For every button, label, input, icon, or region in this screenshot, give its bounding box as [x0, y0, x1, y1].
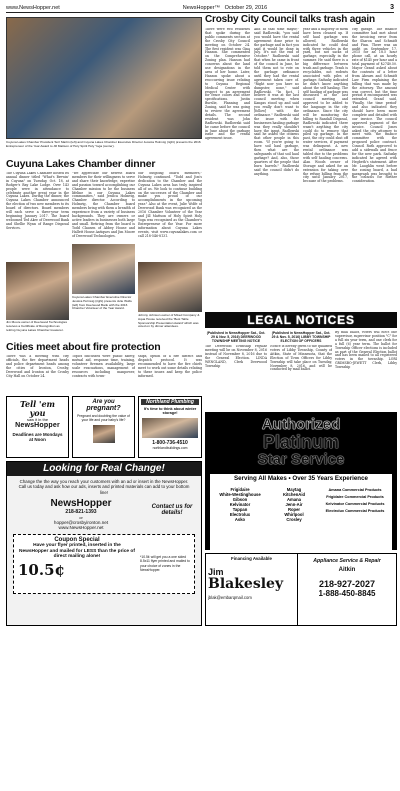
real-change-or: or — [79, 515, 83, 521]
platinum-line1: Authorized — [261, 416, 341, 433]
brand-item: Electrolux — [229, 512, 251, 517]
council-headline: Crosby City Council talks trash again — [205, 14, 375, 25]
store-city: Aitkin — [338, 567, 356, 573]
council-col-2: And at that time mayor," said Radlowski, "you said you would have the rental agreement done prior to the garbage and in fact you said it would be done in July. It's not the end of October." Radlowski said that when he came in front of the council in June, he told them not to vote on the garbage ordinance until they had the rental agreement taken care of. "Right now you have no dumpster, none," said Radlowski. "In fact, I believe it was at the last council meeting when Kangas stood up and said you really don't want to [follow] with the ordinance." Radlowski said the issue with the businesses hauling garbage was they really shouldn't have the input. Radlowski said he asked the citizens that other people in this room. "If you're going to have soil haul garbage, then what are the safeguards of that soil haul garbage? And, also, those quarters of the people that burn barrels." Radlowski said the council didn't do anything. — [254, 28, 299, 176]
brand-item: Amana — [287, 497, 301, 502]
real-change-contact: Contact us for details! — [151, 504, 193, 517]
dinner-col-3: our outgoing board members," Holmvig continued. "Todd and Jim's dedication to the Chamber and the Cuyuna Lakes area has truly inspired all of us. We look to continue building on the successes of the Chamber and make you proud of our accomplishments in the upcoming year." Also at the event, Julie Wolfe of Deerwood Bank was recognized as the 2016 Chamber Volunteer of the Year and Jill Mattson of Holy Spirit Holy Yoga was recognized as the Chamber's Entrepreneur of the Year. For more information about Cuyuna Lakes events, visit www.cuyunalakes.com or call 218-546-8131. — [138, 172, 202, 238]
brand-item: Asko — [234, 517, 246, 522]
fire-col-3: ships, option of a fire district and dispatch protocol. It was recommended to have the fire chiefs meet to work out some details relating to these issues and keep the police informed. — [138, 355, 202, 378]
financing-text: Financing Available — [231, 556, 272, 561]
moore-photo — [6, 262, 69, 320]
platinum-service-ad — [205, 412, 397, 550]
coupon-price: 10.5¢ — [18, 561, 65, 579]
pregnant-ad — [72, 396, 135, 458]
brand-item: Tappan — [232, 507, 248, 512]
legal-notice-3: By mail ballot, voters will elect one supervisor, supervisor position "C" for a full six year term, and one clerk for a full (6) year term. The ballot for Township Officer elections is included as part of the General Election ballot and has been mailed to all registered voters in the township. LORI GRIMSBO-JEWETT Clerk, Libby Township — [335, 331, 397, 370]
dinner-headline: Cuyuna Lakes Chamber dinner — [6, 158, 156, 170]
legal-notice-2-head: (Published in NewsHopper Sat., Oct. 29 & Nov. 5, 2016) LIBBY TOWNSHIP ELECTION OF OFFICERS — [271, 331, 331, 343]
northland-ad — [138, 396, 202, 458]
brand-item: Electrolux Commercial Products — [325, 509, 385, 513]
legal-notice-1-head: (Published in NewsHopper Sat., Oct. 29 & Nov. 5, 2016) DEERWOOD TOWNSHIP MEETING NOTICE — [206, 331, 266, 343]
coupon-title: Coupon Special — [54, 537, 100, 544]
coupon-text: Have your flyer printed, inserted in the NewsHopper and mailed for LESS than the price of direct mailing alone! — [19, 543, 135, 560]
brand-item: Crosley — [286, 517, 302, 522]
dinner-col-1: The Cuyuna Lakes Chamber hosted its annual dinner titled "What's Brewin' in Cuyuna" on Tuesday, Oct. 18, at Rodger's Bay Lake Lodge. Over 143 people were in attendance to celebrate another great year in the Cuyuna Lakes. During the dinner, the Cuyuna Lakes Chamber announced the election of two new members to its board of directors. Board members will each serve a three-year term beginning January 2017. The board welcomed Ted Akre of Deerwood Bank and Shellie Wynn of Range Disposal Services. — [6, 172, 69, 230]
store-phone-2[interactable]: 1-888-450-8845 — [318, 589, 376, 598]
blakesley-name: Blakesley — [208, 576, 284, 592]
site-url[interactable]: www.NewsHopper.net — [6, 4, 60, 11]
blakesley-email[interactable]: jblak@embarqmail.com — [208, 595, 252, 600]
real-change-phone[interactable]: 218-821-1393 — [65, 509, 97, 516]
legal-notices-bar: LEGAL NOTICES — [205, 312, 397, 328]
johnson-caption: Johnny Johnson owner of Mixed Company & Aqua House received the 'Best Table Sponsorship Presentation Award' which was voted on by dinner attendees. — [138, 313, 200, 329]
brand-item: Gibson — [232, 497, 248, 502]
tell-em-ad — [6, 396, 69, 458]
brand-item: Frigidaire — [230, 487, 250, 492]
tell-em-line1: Tell 'em — [20, 399, 55, 409]
brand-item: Roper — [287, 507, 301, 512]
brand-item: Kelvinator — [229, 502, 251, 507]
tell-em-line2: you — [29, 408, 46, 418]
pregnant-line2: pregnant? — [86, 405, 121, 412]
northland-slogan: It's time to think about winter storage! — [143, 407, 197, 416]
platinum-line2: Platinum — [262, 432, 339, 452]
brand-item: Whirlpool — [284, 512, 304, 517]
council-col-3: year and a majority of them have been cleaned up. If self haul garbage was allowed, Radlowski indicated he could deal with three vehicles in the yard, but not sacks of garbage, especially in the summer. He said there is a big difference between trash and garbage. Trash is recyclables, not rodents associated with piles of garbage. Sadusky indicated he didn't know anything about the self hauling. The self hauling of garbage was discussed at the last council meeting and approved to be added to the language in the city ordinance. Since the city will be monitoring the billing to Randall Disposal, Radlowski indicated there wasn't anything the city could do to remove that piled up garbage. In the past, the city could shut off water services, if payment was delinquent. A new rental ordinance was tabled due to the problems with self hauling concerns. Alan Woods owner of Storage and asked for an extension for taking over the refuse billing from the city until January 2017, because of the problems. — [303, 28, 348, 184]
legal-notice-1 — [205, 331, 267, 409]
real-change-brand: NewsHopper — [50, 498, 112, 510]
real-change-email[interactable]: hopper@crosbyironton.net — [53, 520, 109, 526]
tell-em-line3: saw it in the — [26, 417, 49, 422]
pregnant-line1: Are you — [92, 399, 115, 405]
store-name: Appliance Service & Repair — [313, 558, 381, 564]
holmvig-photo — [72, 244, 135, 294]
platinum-line3: Star Service — [257, 451, 345, 468]
coupon-price-note: *10.5¢ will get you a one sided 8.5x11 flyer printed and mailed to your choice of zones in the NewsHopper. — [140, 555, 190, 572]
brand-item: KitchenAid — [282, 492, 306, 497]
brand-item: Kelvinator Commercial Products — [325, 502, 385, 506]
johnson-photo — [138, 262, 202, 312]
page-header — [6, 3, 394, 13]
brand-item: Jenn-Air — [285, 502, 303, 507]
tell-em-deadline: Deadlines are Mondays at Noon — [12, 432, 63, 442]
paper-name: NewsHopper™ October 29, 2016 — [182, 4, 268, 11]
real-change-title: Looking for Real Change! — [7, 462, 201, 476]
jim-label: Jim — [208, 567, 224, 577]
building-photo — [142, 418, 198, 438]
tell-em-brand: NewsHopper — [15, 422, 60, 429]
baby-photo — [93, 425, 115, 443]
fire-headline: Cities meet about fire protection — [6, 341, 161, 353]
page-number: 3 — [390, 4, 394, 11]
legal-notice-2 — [270, 331, 332, 409]
dinner-col-2: "We appreciate our newest board members for their willingness to serve and share their knowledge, expertise and passion toward accomplishing our Chamber mission to be the business lifeline in our Cuyuna Lakes communities," said Jessica Holmvig, Chamber director. According to Holmvig, the Chamber board members bring with them a breadth of experience from a variety of business backgrounds. They are owners or active leaders in businesses both large and small. Retiring from the board is Todd Clausen of Abbey House and Hallett House Antiques and Jim Moore of Deerwood Technologies. — [72, 172, 135, 238]
northland-phone: 1-800-736-4510 — [152, 439, 188, 446]
council-col-1: There were two residents that spoke during the public comments section at the Crosby City Council meeting on October 24. The first resident was Gina Hanson. She commented on the Comprehensive Zoning plan. Hanson had concerns about the land use designations in the area of her home. Later, Hanson spoke about a reoccurring issue relating to Cuyuna Regional Medical Center with respect to an agreement for fence colors and other specifications. Justin Burslie, Planning and Zoning, said he was going to review the agreement details. The second resident was John Radlowski. Radlowski said he came before the council in June about the garbage issue and the rental agreement issue. — [205, 28, 250, 141]
fire-col-2: Topics discussed were public safety, mutual aid, response time, training, volunteer firemen availability, large scale evacuations, management of resources including manpower, contracts with town- — [72, 355, 135, 378]
holmvig-caption: Cuyuna Lakes Chamber Executive Director Jessica Holmvig (right) presents Julie Wolfe (left) from Deerwood Bank with the 2016 Chamber Volunteer of the Year Award. — [72, 295, 132, 311]
pregnant-text: Pregnant and doubting the value of your life and your baby's life? — [77, 414, 130, 422]
brand-item: Frigidaire Commercial Products — [326, 495, 384, 499]
fire-col-1: There was a meeting with city officials, the fire department heads and police department heads among the cities of Ironton, Crosby, Deerwood and Ironton at the Crosby City Hall on October 24. — [6, 355, 69, 378]
council-col-4: city garage. The finance committee had met about the invoicing error from the Sharon and Schmidt and Finn. There was an audit on September 17, 2015 for an 18.5 hour phone call, at an hourly rate of $145 per hour and a total payment of $2740.50. Mayor Grand asked about the contents of a letter from Ahearn and Schmidt Law Firm explaining the billing that was made by the attorney. The amount was correct, but the time period it encompassed was extended. Grand said, 'Finally, the time period' and also indicated they should have been more complete and detailed with our invoice. The council approved payment of the invoice. Council Jones asked the city attorney to meet with the finance committee with the proposed police contract. Council Ruth approved to add a sidewalk and fence for the new park. Sadusky indicated he agreed with Hegbeth's statement. After Mr. Laughlin went before the zoning board, a bad paragraph was brought to the councils for further consideration. — [352, 28, 397, 184]
northland-web: northlandbuildings.com — [152, 445, 188, 450]
real-change-text: Change the the way you reach your customers with an ad or insert in the NewsHopper. Call us today and ask how our ads, inserts and printed materials can add to your bottom line! — [18, 479, 190, 495]
chamber-award-caption: Cuyuna Lakes Chamber President Terri Martin (left) and Cuyuna Lakes Chamber Executive Director Jessica Holmvig (right) presents the 2016 Entrepreneur of the Year Award to Jill Mattson of Holy Spirit Holy Yoga (center). — [6, 140, 201, 148]
legal-notice-2-body: Notice is hereby given to the qualified voters of Libby Township, County of Aitkin, State of Minnesota, that the Election of Town Officers for Libby Township will take place on Tuesday, November 8, 2016, and will be conducted by mail ballot. — [270, 345, 332, 372]
brand-item: Maytag — [286, 487, 302, 492]
store-phone-1[interactable]: 218-927-2027 — [318, 579, 376, 589]
brand-item: Amana Commercial Products — [328, 488, 382, 492]
legal-notice-1-body: The Deerwood Township regular meeting will be on November 8, 2016 instead of November 8, 2016 due to the General Election. LINDA WENGLAND, Clerk Deerwood Township — [205, 345, 267, 368]
real-change-web[interactable]: www.NewsHopper.net — [58, 525, 104, 531]
real-change-ad — [6, 461, 202, 626]
platinum-banner: Serving All Makes • Over 35 Years Experience — [210, 474, 392, 484]
northland-name: Northland Plumbing — [141, 399, 199, 405]
blakesley-ad — [205, 553, 397, 626]
moore-caption: Jim Moore owner of Deerwood Technologies receives a Certificate of Recognition as retiring Cuyuna Lakes Chamber treasurer. — [6, 320, 67, 332]
brand-item: White-Westinghouse — [219, 492, 261, 497]
